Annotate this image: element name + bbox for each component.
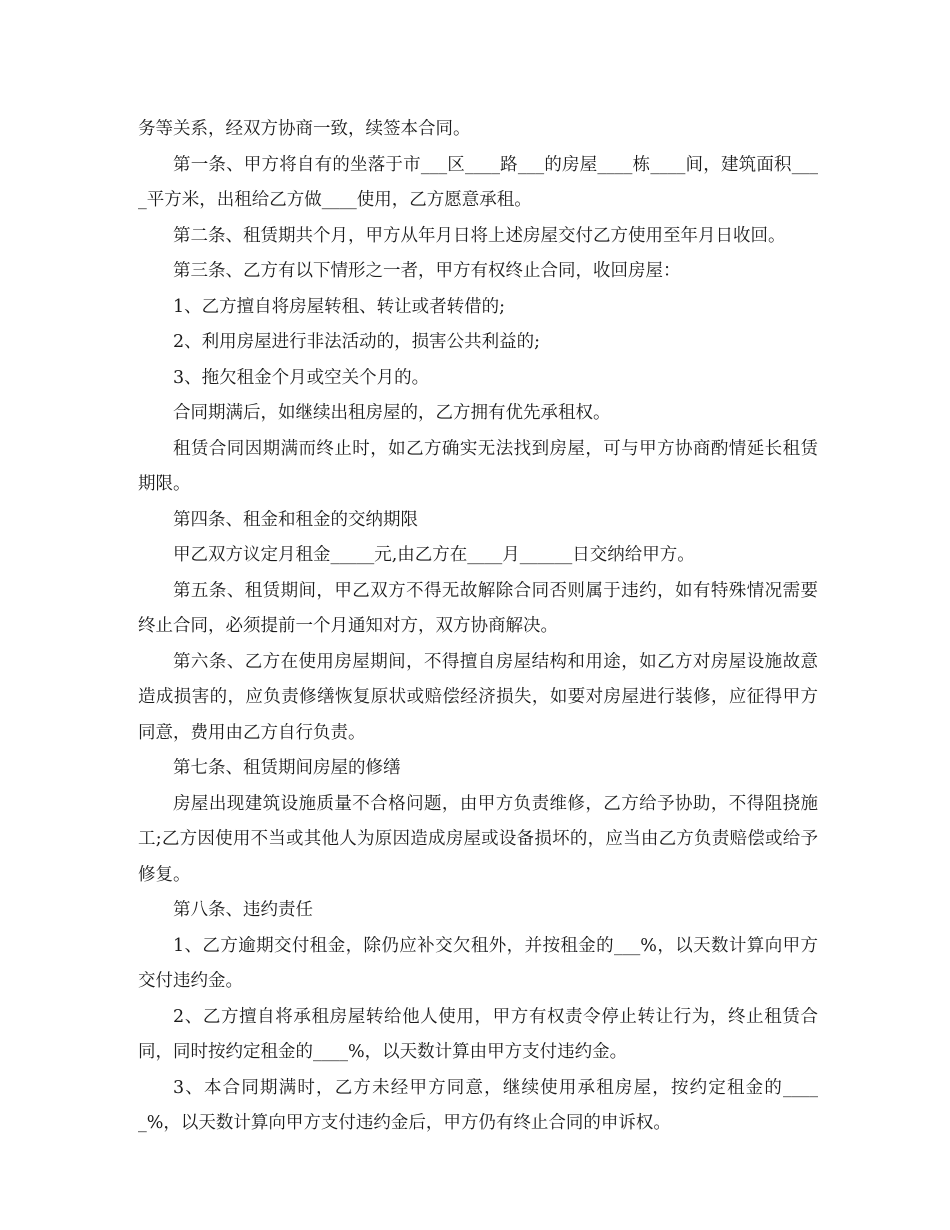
paragraph-article-8-item-3: 3、本合同期满时，乙方未经甲方同意，继续使用承租房屋，按约定租金的_____%，以天数计算向甲方支付违约金后，甲方仍有终止合同的申诉权。 <box>138 1077 818 1133</box>
paragraph-article-3-item-1: 1、乙方擅自将房屋转租、转让或者转借的; <box>173 296 506 317</box>
paragraph-repairs: 房屋出现建筑设施质量不合格问题，由甲方负责维修，乙方给予协助，不得阻挠施工;乙方因使用不当或其他人为原因造成房屋或设备损坏的，应当由乙方负责赔偿或给予修复。 <box>138 793 818 885</box>
paragraph-article-2: 第二条、租赁期共个月，甲方从年月日将上述房屋交付乙方使用至年月日收回。 <box>173 225 786 246</box>
paragraph-article-3-item-2: 2、利用房屋进行非法活动的，损害公共利益的; <box>173 332 541 352</box>
paragraph-article-8-item-1: 1、乙方逾期交付租金，除仍应补交欠租外，并按租金的___%，以天数计算向甲方交付违约金。 <box>138 935 818 991</box>
paragraph-article-7: 第七条、租赁期间房屋的修缮 <box>173 758 401 778</box>
paragraph-rent-amount: 甲乙双方议定月租金_____元,由乙方在____月______日交纳给甲方。 <box>173 545 695 565</box>
paragraph-continuation: 务等关系，经双方协商一致，续签本合同。 <box>138 119 471 139</box>
paragraph-article-4: 第四条、租金和租金的交纳期限 <box>173 509 418 530</box>
paragraph-article-3-item-3: 3、拖欠租金个月或空关个月的。 <box>173 367 430 388</box>
paragraph-lease-extension: 租赁合同因期满而终止时，如乙方确实无法找到房屋，可与甲方协商酌情延长租赁期限。 <box>138 438 818 494</box>
paragraph-article-3: 第三条、乙方有以下情形之一者，甲方有权终止合同，收回房屋： <box>173 261 681 281</box>
paragraph-article-1: 第一条、甲方将自有的坐落于市___区____路___的房屋____栋____间，建筑面积____平方米，出租给乙方做____使用，乙方愿意承租。 <box>138 154 818 210</box>
paragraph-priority-renewal: 合同期满后，如继续出租房屋的，乙方拥有优先承租权。 <box>173 403 611 423</box>
paragraph-article-8-item-2: 2、乙方擅自将承租房屋转给他人使用，甲方有权责令停止转让行为，终止租赁合同，同时按约定租金的____%，以天数计算由甲方支付违约金。 <box>138 1006 818 1062</box>
paragraph-article-5: 第五条、租赁期间，甲乙双方不得无故解除合同否则属于违约，如有特殊情况需要终止合同，必须提前一个月通知对方，双方协商解决。 <box>138 580 818 636</box>
paragraph-article-6: 第六条、乙方在使用房屋期间，不得擅自房屋结构和用途，如乙方对房屋设施故意造成损害的，应负责修缮恢复原状或赔偿经济损失，如要对房屋进行装修，应征得甲方同意，费用由乙方自行负责。 <box>138 651 818 743</box>
contract-body <box>138 112 818 1142</box>
paragraph-article-8: 第八条、违约责任 <box>173 900 313 920</box>
